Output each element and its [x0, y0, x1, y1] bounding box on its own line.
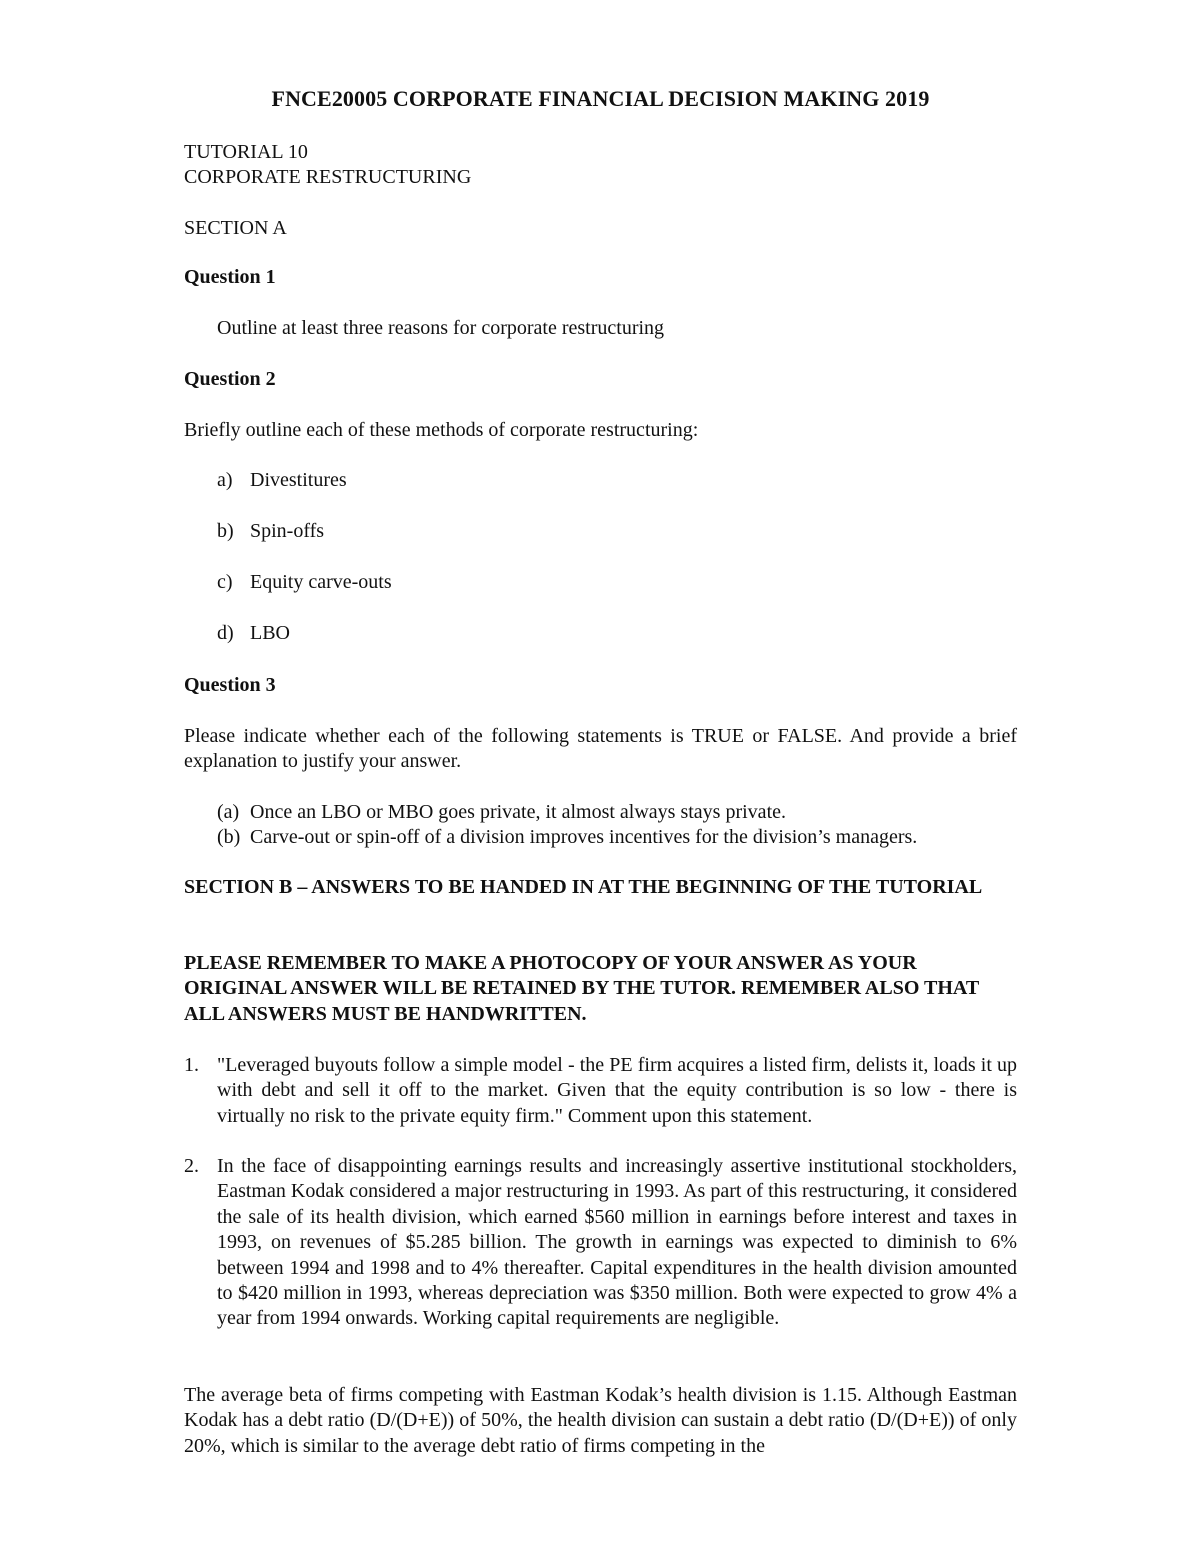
list-item-text: LBO: [250, 622, 290, 644]
question-2-intro: Briefly outline each of these methods of corporate restructuring:: [184, 419, 699, 441]
list-item-text: Divestitures: [250, 469, 347, 491]
list-item-label: c): [217, 571, 233, 593]
list-item-label: (a): [217, 801, 240, 823]
numbered-item-label: 2.: [184, 1155, 199, 1177]
question-3-heading: Question 3: [184, 674, 276, 696]
list-item-text: Spin-offs: [250, 520, 325, 542]
section-a-heading: SECTION A: [184, 217, 287, 239]
numbered-item-text: "Leveraged buyouts follow a simple model - the PE firm acquires a listed firm, delists it, loads it up with debt and sell it off to the market. Given that the equity contribution is so low - there is virtually no risk to the private equity firm." Comment upon this statement.: [217, 1054, 1017, 1127]
question-2-heading: Question 2: [184, 368, 276, 390]
list-item-label: d): [217, 622, 234, 644]
closing-paragraph: The average beta of firms competing with Eastman Kodak’s health division is 1.15. Although Eastman Kodak has a debt ratio (D/(D+E)) of 50%, the health division can sustain a debt ratio (D/(D+E)) of only 20%, which is similar to the average debt ratio of firms competing in the: [184, 1384, 1017, 1457]
list-item-text: Once an LBO or MBO goes private, it almost always stays private.: [250, 801, 786, 823]
section-b-notice: PLEASE REMEMBER TO MAKE A PHOTOCOPY OF YOUR ANSWER AS YOUR ORIGINAL ANSWER WILL BE RETAINED BY THE TUTOR. REMEMBER ALSO THAT ALL ANSWERS MUST BE HANDWRITTEN.: [184, 952, 979, 1025]
question-3-intro: Please indicate whether each of the following statements is TRUE or FALSE. And provide a brief explanation to justify your answer.: [184, 725, 1017, 773]
document-title: FNCE20005 CORPORATE FINANCIAL DECISION MAKING 2019: [271, 86, 930, 111]
numbered-item-label: 1.: [184, 1054, 199, 1076]
list-item-label: a): [217, 469, 233, 491]
tutorial-number: TUTORIAL 10: [184, 141, 308, 163]
tutorial-topic: CORPORATE RESTRUCTURING: [184, 166, 472, 188]
numbered-item-text: In the face of disappointing earnings results and increasingly assertive institutional stockholders, Eastman Kodak considered a major restructuring in 1993. As part of this restructuring, it considered the sale of its health division, which earned $560 million in earnings before interest and taxes in 1993, on revenues of $5.285 billion. The growth in earnings was expected to diminish to 6% between 1994 and 1998 and to 4% thereafter. Capital expenditures in the health division amounted to $420 million in 1993, whereas depreciation was $350 million. Both were expected to grow 4% a year from 1994 onwards. Working capital requirements are negligible.: [217, 1155, 1017, 1330]
question-1-heading: Question 1: [184, 266, 276, 288]
question-1-text: Outline at least three reasons for corporate restructuring: [217, 317, 665, 339]
list-item-label: b): [217, 520, 234, 542]
section-b-heading: SECTION B – ANSWERS TO BE HANDED IN AT THE BEGINNING OF THE TUTORIAL: [184, 876, 983, 898]
list-item-text: Carve-out or spin-off of a division improves incentives for the division’s managers.: [250, 826, 918, 848]
list-item-label: (b): [217, 826, 241, 848]
list-item-text: Equity carve-outs: [250, 571, 392, 593]
